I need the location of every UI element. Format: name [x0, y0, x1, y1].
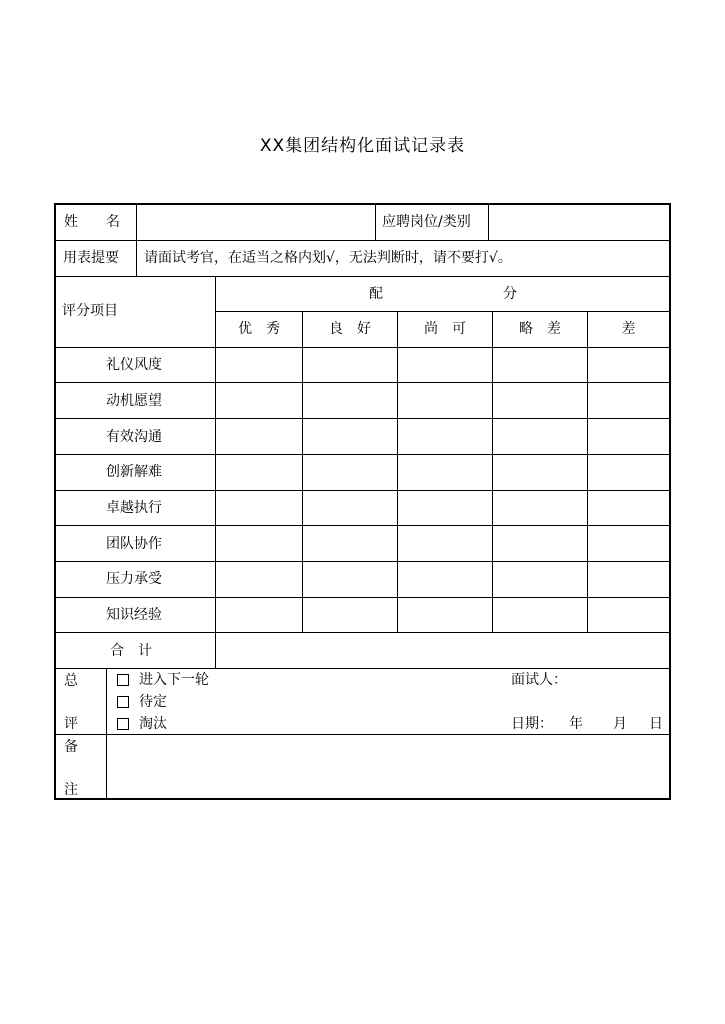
- score-header-left: 配: [369, 286, 383, 302]
- col-divider: [136, 240, 137, 276]
- row-divider: [56, 525, 669, 526]
- date-day: 日: [649, 716, 663, 732]
- item-innovation: 创新解难: [106, 464, 162, 480]
- level-fair: 尚 可: [424, 321, 466, 337]
- option-pending: 待定: [139, 694, 167, 710]
- col-divider: [397, 311, 398, 632]
- summary-label-top: 总: [64, 673, 78, 689]
- name-label: 姓 名: [64, 214, 120, 230]
- row-divider: [56, 454, 669, 455]
- date-label: 日期：: [511, 716, 553, 732]
- row-divider: [56, 561, 669, 562]
- level-poor: 差: [621, 321, 636, 337]
- page-title: XX集团结构化面试记录表: [259, 136, 466, 156]
- name-field[interactable]: [137, 205, 375, 240]
- row-divider: [56, 490, 669, 491]
- position-label: 应聘岗位/类别: [382, 214, 471, 230]
- option-pending-checkbox[interactable]: [117, 696, 129, 708]
- remarks-label-bottom: 注: [64, 782, 78, 798]
- interviewer-label: 面试人：: [511, 672, 567, 688]
- item-teamwork: 团队协作: [106, 536, 162, 552]
- total-field[interactable]: [216, 633, 669, 668]
- col-divider: [587, 311, 588, 632]
- row-divider: [56, 276, 669, 277]
- scoring-item-label: 评分项目: [62, 303, 118, 319]
- level-good: 良 好: [329, 321, 371, 337]
- item-knowledge: 知识经验: [106, 607, 162, 623]
- option-eliminate-checkbox[interactable]: [117, 718, 129, 730]
- row-divider: [56, 418, 669, 419]
- item-execution: 卓越执行: [106, 500, 162, 516]
- col-divider: [302, 311, 303, 632]
- interview-record-form: [54, 203, 671, 800]
- usage-instruction: 请面试考官，在适当之格内划√，无法判断时，请不要打√。: [144, 250, 512, 266]
- usage-label: 用表提要: [63, 250, 119, 266]
- total-label: 合 计: [110, 643, 152, 659]
- row-divider: [56, 347, 669, 348]
- row-divider: [56, 240, 669, 241]
- position-field[interactable]: [489, 205, 669, 240]
- row-divider: [56, 382, 669, 383]
- col-divider: [492, 311, 493, 632]
- date-month: 月: [613, 716, 627, 732]
- option-next-round: 进入下一轮: [139, 672, 209, 688]
- level-slightly-poor: 略 差: [519, 321, 561, 337]
- item-motivation: 动机愿望: [106, 393, 162, 409]
- row-divider: [56, 597, 669, 598]
- summary-label-bottom: 评: [64, 716, 78, 732]
- remarks-label-top: 备: [64, 739, 78, 755]
- option-eliminate: 淘汰: [139, 716, 167, 732]
- item-pressure: 压力承受: [106, 571, 162, 587]
- item-communication: 有效沟通: [106, 429, 162, 445]
- remarks-field[interactable]: [107, 735, 669, 798]
- date-year: 年: [569, 716, 583, 732]
- col-divider: [375, 205, 376, 240]
- item-etiquette: 礼仪风度: [106, 357, 162, 373]
- score-header-right: 分: [503, 286, 517, 302]
- option-next-round-checkbox[interactable]: [117, 674, 129, 686]
- row-divider: [215, 311, 669, 312]
- row-divider: [56, 668, 669, 669]
- level-excellent: 优 秀: [238, 321, 280, 337]
